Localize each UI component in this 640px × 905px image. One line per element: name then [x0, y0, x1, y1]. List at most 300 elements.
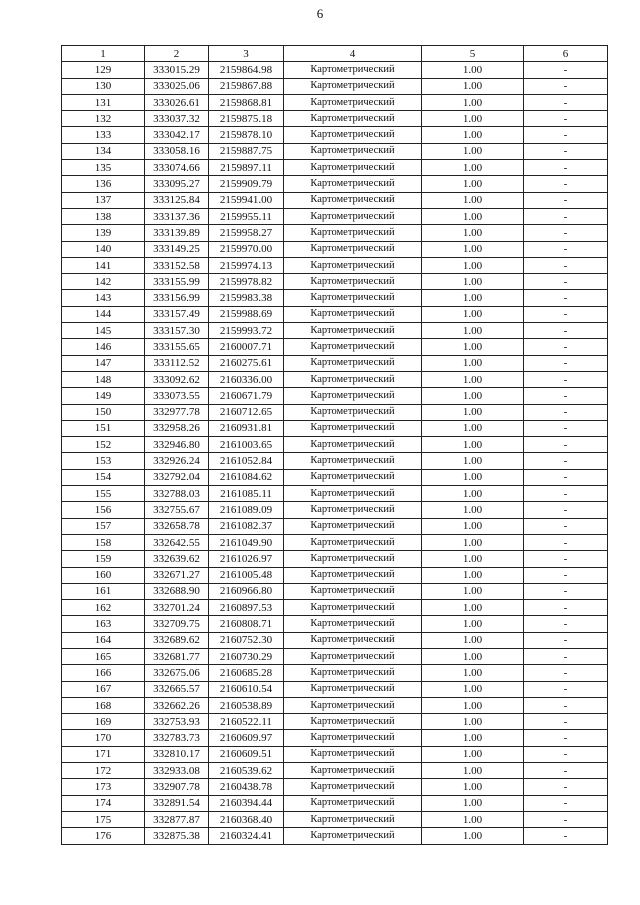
cell-method: Картометрический	[284, 274, 422, 290]
cell-point-number: 171	[62, 746, 145, 762]
table-row	[62, 371, 608, 387]
table-row	[62, 143, 608, 159]
cell-point-number: 169	[62, 714, 145, 730]
cell-y: 2160609.97	[209, 730, 284, 746]
cell-description: -	[524, 828, 608, 844]
cell-y: 2160336.00	[209, 371, 284, 387]
table-row	[62, 404, 608, 420]
table-row	[62, 486, 608, 502]
cell-y: 2160685.28	[209, 665, 284, 681]
cell-y: 2160808.71	[209, 616, 284, 632]
cell-accuracy: 1.00	[422, 697, 524, 713]
cell-description: -	[524, 600, 608, 616]
cell-description: -	[524, 290, 608, 306]
cell-point-number: 136	[62, 176, 145, 192]
cell-x: 333015.29	[145, 62, 209, 78]
cell-point-number: 149	[62, 388, 145, 404]
cell-method: Картометрический	[284, 551, 422, 567]
cell-method: Картометрический	[284, 779, 422, 795]
cell-x: 332810.17	[145, 746, 209, 762]
table-row	[62, 257, 608, 273]
cell-accuracy: 1.00	[422, 176, 524, 192]
cell-method: Картометрический	[284, 420, 422, 436]
cell-x: 332891.54	[145, 795, 209, 811]
cell-accuracy: 1.00	[422, 404, 524, 420]
cell-point-number: 155	[62, 486, 145, 502]
cell-point-number: 138	[62, 208, 145, 224]
cell-point-number: 150	[62, 404, 145, 420]
cell-description: -	[524, 355, 608, 371]
header-cell-x: 2	[145, 46, 209, 62]
cell-description: -	[524, 437, 608, 453]
cell-description: -	[524, 339, 608, 355]
cell-y: 2160610.54	[209, 681, 284, 697]
cell-accuracy: 1.00	[422, 78, 524, 94]
table-row	[62, 225, 608, 241]
table-row	[62, 355, 608, 371]
table-row	[62, 632, 608, 648]
cell-x: 333157.30	[145, 323, 209, 339]
cell-x: 333073.55	[145, 388, 209, 404]
cell-y: 2161005.48	[209, 567, 284, 583]
cell-accuracy: 1.00	[422, 388, 524, 404]
cell-x: 332658.78	[145, 518, 209, 534]
cell-x: 332926.24	[145, 453, 209, 469]
cell-description: -	[524, 62, 608, 78]
table-row	[62, 274, 608, 290]
cell-x: 332642.55	[145, 534, 209, 550]
cell-method: Картометрический	[284, 567, 422, 583]
cell-x: 332675.06	[145, 665, 209, 681]
cell-point-number: 145	[62, 323, 145, 339]
table-row	[62, 62, 608, 78]
cell-accuracy: 1.00	[422, 502, 524, 518]
cell-method: Картометрический	[284, 371, 422, 387]
cell-description: -	[524, 404, 608, 420]
cell-accuracy: 1.00	[422, 730, 524, 746]
table-row	[62, 714, 608, 730]
cell-point-number: 175	[62, 811, 145, 827]
cell-point-number: 163	[62, 616, 145, 632]
cell-y: 2160007.71	[209, 339, 284, 355]
table-body	[62, 46, 608, 845]
cell-y: 2159978.82	[209, 274, 284, 290]
table-row	[62, 420, 608, 436]
table-row	[62, 469, 608, 485]
cell-x: 333095.27	[145, 176, 209, 192]
cell-point-number: 165	[62, 648, 145, 664]
cell-y: 2160538.89	[209, 697, 284, 713]
cell-accuracy: 1.00	[422, 795, 524, 811]
cell-method: Картометрический	[284, 665, 422, 681]
table-row	[62, 681, 608, 697]
cell-method: Картометрический	[284, 127, 422, 143]
cell-accuracy: 1.00	[422, 143, 524, 159]
cell-description: -	[524, 648, 608, 664]
table-row	[62, 730, 608, 746]
cell-point-number: 135	[62, 160, 145, 176]
cell-description: -	[524, 502, 608, 518]
cell-accuracy: 1.00	[422, 160, 524, 176]
cell-accuracy: 1.00	[422, 469, 524, 485]
cell-accuracy: 1.00	[422, 534, 524, 550]
cell-accuracy: 1.00	[422, 355, 524, 371]
cell-point-number: 160	[62, 567, 145, 583]
cell-point-number: 176	[62, 828, 145, 844]
table-row	[62, 208, 608, 224]
cell-method: Картометрический	[284, 632, 422, 648]
cell-x: 332958.26	[145, 420, 209, 436]
cell-accuracy: 1.00	[422, 290, 524, 306]
cell-description: -	[524, 518, 608, 534]
cell-accuracy: 1.00	[422, 94, 524, 110]
table-row	[62, 339, 608, 355]
cell-description: -	[524, 632, 608, 648]
cell-accuracy: 1.00	[422, 420, 524, 436]
cell-method: Картометрический	[284, 241, 422, 257]
cell-x: 333156.99	[145, 290, 209, 306]
cell-y: 2159864.98	[209, 62, 284, 78]
cell-accuracy: 1.00	[422, 811, 524, 827]
table-row	[62, 388, 608, 404]
table-row	[62, 534, 608, 550]
cell-x: 332688.90	[145, 583, 209, 599]
cell-description: -	[524, 143, 608, 159]
cell-method: Картометрический	[284, 323, 422, 339]
cell-point-number: 148	[62, 371, 145, 387]
table-row	[62, 241, 608, 257]
table-row	[62, 518, 608, 534]
cell-x: 332875.38	[145, 828, 209, 844]
cell-description: -	[524, 192, 608, 208]
cell-method: Картометрический	[284, 469, 422, 485]
cell-y: 2160394.44	[209, 795, 284, 811]
cell-point-number: 153	[62, 453, 145, 469]
cell-accuracy: 1.00	[422, 274, 524, 290]
cell-accuracy: 1.00	[422, 486, 524, 502]
cell-y: 2160897.53	[209, 600, 284, 616]
table-row	[62, 192, 608, 208]
cell-x: 332701.24	[145, 600, 209, 616]
table-row	[62, 127, 608, 143]
cell-x: 333037.32	[145, 111, 209, 127]
cell-method: Картометрический	[284, 94, 422, 110]
table-row	[62, 78, 608, 94]
cell-y: 2160539.62	[209, 763, 284, 779]
cell-y: 2160438.78	[209, 779, 284, 795]
header-cell-y: 3	[209, 46, 284, 62]
cell-x: 333137.36	[145, 208, 209, 224]
cell-x: 332681.77	[145, 648, 209, 664]
cell-x: 333139.89	[145, 225, 209, 241]
cell-x: 332788.03	[145, 486, 209, 502]
cell-accuracy: 1.00	[422, 306, 524, 322]
cell-point-number: 158	[62, 534, 145, 550]
cell-description: -	[524, 94, 608, 110]
table-header-row	[62, 46, 608, 62]
cell-accuracy: 1.00	[422, 518, 524, 534]
coordinates-table	[61, 45, 608, 845]
cell-accuracy: 1.00	[422, 600, 524, 616]
cell-method: Картометрический	[284, 143, 422, 159]
cell-y: 2160752.30	[209, 632, 284, 648]
cell-method: Картометрический	[284, 697, 422, 713]
cell-x: 333157.49	[145, 306, 209, 322]
cell-y: 2161052.84	[209, 453, 284, 469]
table-row	[62, 502, 608, 518]
cell-x: 332946.80	[145, 437, 209, 453]
cell-y: 2159974.13	[209, 257, 284, 273]
cell-y: 2160730.29	[209, 648, 284, 664]
cell-description: -	[524, 208, 608, 224]
cell-description: -	[524, 323, 608, 339]
cell-x: 332689.62	[145, 632, 209, 648]
cell-y: 2160522.11	[209, 714, 284, 730]
cell-description: -	[524, 551, 608, 567]
cell-y: 2159897.11	[209, 160, 284, 176]
cell-x: 332792.04	[145, 469, 209, 485]
cell-accuracy: 1.00	[422, 632, 524, 648]
cell-x: 333042.17	[145, 127, 209, 143]
cell-y: 2159867.88	[209, 78, 284, 94]
table-row	[62, 290, 608, 306]
table-row	[62, 665, 608, 681]
cell-method: Картометрический	[284, 355, 422, 371]
cell-y: 2161049.90	[209, 534, 284, 550]
cell-description: -	[524, 176, 608, 192]
cell-point-number: 137	[62, 192, 145, 208]
cell-y: 2159955.11	[209, 208, 284, 224]
cell-point-number: 173	[62, 779, 145, 795]
cell-y: 2159868.81	[209, 94, 284, 110]
cell-description: -	[524, 763, 608, 779]
cell-method: Картометрический	[284, 746, 422, 762]
cell-point-number: 146	[62, 339, 145, 355]
cell-x: 332755.67	[145, 502, 209, 518]
cell-description: -	[524, 78, 608, 94]
cell-method: Картометрический	[284, 453, 422, 469]
cell-x: 332933.08	[145, 763, 209, 779]
cell-accuracy: 1.00	[422, 225, 524, 241]
cell-x: 333149.25	[145, 241, 209, 257]
cell-y: 2161026.97	[209, 551, 284, 567]
cell-point-number: 147	[62, 355, 145, 371]
table-row	[62, 779, 608, 795]
cell-method: Картометрический	[284, 225, 422, 241]
cell-method: Картометрический	[284, 616, 422, 632]
cell-description: -	[524, 111, 608, 127]
cell-point-number: 164	[62, 632, 145, 648]
cell-point-number: 139	[62, 225, 145, 241]
table-row	[62, 323, 608, 339]
cell-accuracy: 1.00	[422, 323, 524, 339]
cell-point-number: 142	[62, 274, 145, 290]
cell-point-number: 129	[62, 62, 145, 78]
cell-method: Картометрический	[284, 648, 422, 664]
table-row	[62, 763, 608, 779]
header-cell-point-number: 1	[62, 46, 145, 62]
cell-y: 2161085.11	[209, 486, 284, 502]
cell-y: 2160671.79	[209, 388, 284, 404]
cell-point-number: 172	[62, 763, 145, 779]
cell-point-number: 134	[62, 143, 145, 159]
table-row	[62, 583, 608, 599]
cell-y: 2160931.81	[209, 420, 284, 436]
cell-method: Картометрический	[284, 502, 422, 518]
table-row	[62, 306, 608, 322]
cell-accuracy: 1.00	[422, 192, 524, 208]
cell-method: Картометрический	[284, 176, 422, 192]
cell-y: 2161084.62	[209, 469, 284, 485]
cell-point-number: 170	[62, 730, 145, 746]
header-cell-accuracy: 5	[422, 46, 524, 62]
cell-method: Картометрический	[284, 78, 422, 94]
table-row	[62, 616, 608, 632]
cell-x: 332877.87	[145, 811, 209, 827]
cell-description: -	[524, 714, 608, 730]
cell-accuracy: 1.00	[422, 681, 524, 697]
cell-point-number: 154	[62, 469, 145, 485]
cell-accuracy: 1.00	[422, 616, 524, 632]
cell-description: -	[524, 697, 608, 713]
cell-method: Картометрический	[284, 339, 422, 355]
cell-y: 2159887.75	[209, 143, 284, 159]
cell-description: -	[524, 274, 608, 290]
table-row	[62, 600, 608, 616]
cell-point-number: 168	[62, 697, 145, 713]
header-cell-method: 4	[284, 46, 422, 62]
header-cell-description: 6	[524, 46, 608, 62]
cell-point-number: 131	[62, 94, 145, 110]
cell-y: 2161003.65	[209, 437, 284, 453]
cell-point-number: 156	[62, 502, 145, 518]
cell-method: Картометрический	[284, 714, 422, 730]
cell-point-number: 132	[62, 111, 145, 127]
cell-accuracy: 1.00	[422, 371, 524, 387]
table-row	[62, 746, 608, 762]
cell-method: Картометрический	[284, 518, 422, 534]
cell-point-number: 159	[62, 551, 145, 567]
cell-method: Картометрический	[284, 583, 422, 599]
cell-accuracy: 1.00	[422, 763, 524, 779]
table-row	[62, 648, 608, 664]
table-row	[62, 795, 608, 811]
cell-point-number: 130	[62, 78, 145, 94]
cell-description: -	[524, 420, 608, 436]
cell-x: 332907.78	[145, 779, 209, 795]
cell-y: 2159988.69	[209, 306, 284, 322]
table-row	[62, 94, 608, 110]
cell-x: 332671.27	[145, 567, 209, 583]
cell-method: Картометрический	[284, 437, 422, 453]
cell-method: Картометрический	[284, 111, 422, 127]
cell-method: Картометрический	[284, 681, 422, 697]
cell-method: Картометрический	[284, 388, 422, 404]
cell-description: -	[524, 388, 608, 404]
cell-y: 2159909.79	[209, 176, 284, 192]
cell-y: 2159970.00	[209, 241, 284, 257]
cell-y: 2159993.72	[209, 323, 284, 339]
cell-point-number: 140	[62, 241, 145, 257]
cell-accuracy: 1.00	[422, 453, 524, 469]
cell-point-number: 151	[62, 420, 145, 436]
cell-method: Картометрический	[284, 257, 422, 273]
cell-y: 2159878.10	[209, 127, 284, 143]
cell-description: -	[524, 681, 608, 697]
cell-description: -	[524, 583, 608, 599]
cell-accuracy: 1.00	[422, 583, 524, 599]
table-row	[62, 551, 608, 567]
cell-method: Картометрический	[284, 404, 422, 420]
cell-point-number: 166	[62, 665, 145, 681]
cell-description: -	[524, 534, 608, 550]
table-row	[62, 437, 608, 453]
cell-x: 332662.26	[145, 697, 209, 713]
cell-description: -	[524, 160, 608, 176]
cell-point-number: 167	[62, 681, 145, 697]
cell-description: -	[524, 469, 608, 485]
cell-y: 2160609.51	[209, 746, 284, 762]
cell-description: -	[524, 453, 608, 469]
cell-x: 332783.73	[145, 730, 209, 746]
cell-method: Картометрический	[284, 811, 422, 827]
cell-accuracy: 1.00	[422, 257, 524, 273]
table-row	[62, 828, 608, 844]
cell-method: Картометрический	[284, 763, 422, 779]
cell-method: Картометрический	[284, 534, 422, 550]
cell-description: -	[524, 665, 608, 681]
cell-method: Картометрический	[284, 208, 422, 224]
cell-x: 332665.57	[145, 681, 209, 697]
cell-y: 2160368.40	[209, 811, 284, 827]
cell-x: 332709.75	[145, 616, 209, 632]
cell-accuracy: 1.00	[422, 127, 524, 143]
cell-point-number: 161	[62, 583, 145, 599]
cell-x: 333112.52	[145, 355, 209, 371]
cell-x: 332639.62	[145, 551, 209, 567]
cell-description: -	[524, 371, 608, 387]
cell-x: 332753.93	[145, 714, 209, 730]
cell-accuracy: 1.00	[422, 62, 524, 78]
cell-description: -	[524, 616, 608, 632]
cell-point-number: 141	[62, 257, 145, 273]
cell-description: -	[524, 567, 608, 583]
cell-description: -	[524, 811, 608, 827]
table-row	[62, 567, 608, 583]
cell-method: Картометрический	[284, 486, 422, 502]
cell-accuracy: 1.00	[422, 648, 524, 664]
cell-description: -	[524, 306, 608, 322]
cell-accuracy: 1.00	[422, 208, 524, 224]
table-row	[62, 811, 608, 827]
cell-y: 2159875.18	[209, 111, 284, 127]
table-row	[62, 697, 608, 713]
cell-point-number: 162	[62, 600, 145, 616]
cell-x: 333058.16	[145, 143, 209, 159]
cell-method: Картометрический	[284, 192, 422, 208]
cell-point-number: 143	[62, 290, 145, 306]
cell-x: 332977.78	[145, 404, 209, 420]
cell-description: -	[524, 257, 608, 273]
cell-y: 2160966.80	[209, 583, 284, 599]
cell-accuracy: 1.00	[422, 714, 524, 730]
cell-accuracy: 1.00	[422, 567, 524, 583]
cell-description: -	[524, 746, 608, 762]
cell-point-number: 157	[62, 518, 145, 534]
cell-method: Картометрический	[284, 290, 422, 306]
cell-method: Картометрический	[284, 600, 422, 616]
cell-description: -	[524, 486, 608, 502]
